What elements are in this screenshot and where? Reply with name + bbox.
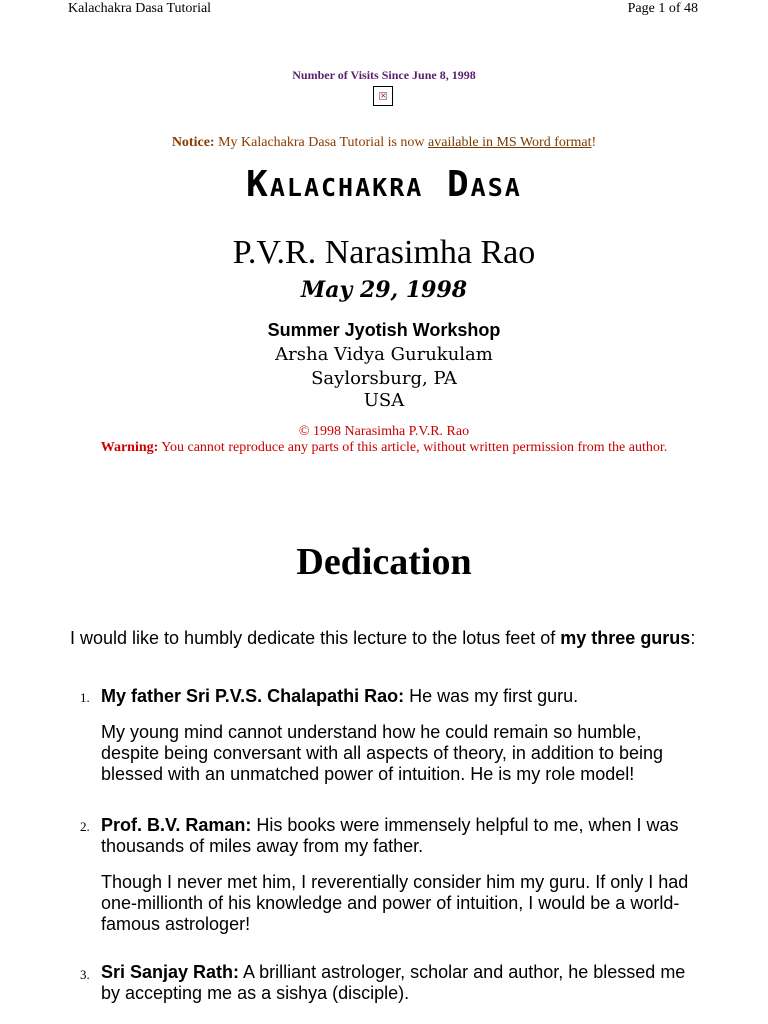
header-page-number: Page 1 of 48: [627, 1, 698, 16]
guru-text: A brilliant astrologer, scholar and author, he blessed me by accepting me as a sishya (disciple).: [101, 962, 686, 1003]
place-line-3: USA: [363, 390, 405, 411]
notice-line: [0, 135, 768, 151]
warning-text: You cannot reproduce any parts of this article, without written permission from the author.: [158, 440, 668, 455]
list-number: 3.: [80, 967, 90, 982]
guru-text: His books were immensely helpful to me, when I was thousands of miles away from my father.: [101, 815, 679, 856]
intro-bold: my three gurus: [560, 628, 691, 648]
list-item: [101, 686, 701, 707]
place-line-2: Saylorsburg, PA: [311, 368, 457, 389]
workshop-name: Summer Jyotish Workshop: [267, 320, 501, 340]
guru-name: Prof. B.V. Raman:: [101, 815, 252, 835]
notice-text: My Kalachakra Dasa Tutorial is now: [214, 135, 429, 150]
guru-name: Sri Sanjay Rath:: [101, 962, 240, 982]
list-item-paragraph: My young mind cannot understand how he could remain so humble, despite being conversant with all aspects of theory, in addition to being blessed with an unmatched power of intuition. He is my role model!: [101, 722, 664, 784]
warning-label: Warning:: [100, 440, 159, 455]
list-item-paragraph: Though I never met him, I reverentially consider him my guru. If only I had one-millionth of his knowledge and power of intuition, I would be a world-famous astrologer!: [101, 872, 689, 934]
intro-end: :: [690, 628, 696, 648]
list-item: [101, 962, 701, 1004]
ms-word-format-link[interactable]: available in MS Word format: [428, 135, 592, 150]
dedication-intro: [70, 628, 700, 649]
list-number: 2.: [80, 819, 90, 834]
place-line-1: Arsha Vidya Gurukulam: [275, 344, 493, 365]
author-name: P.V.R. Narasimha Rao: [232, 234, 536, 271]
header-doc-title: Kalachakra Dasa Tutorial: [68, 1, 212, 16]
notice-label: Notice:: [171, 135, 215, 150]
dedication-heading: Dedication: [296, 541, 472, 583]
guru-name: My father Sri P.V.S. Chalapathi Rao:: [101, 686, 405, 706]
list-item: [101, 815, 701, 857]
page-title: Kalachakra Dasa: [246, 164, 522, 205]
copyright-notice: © 1998 Narasimha P.V.R. Rao: [298, 424, 470, 439]
visit-counter-label: Number of Visits Since June 8, 1998: [292, 68, 476, 82]
intro-text: I would like to humbly dedicate this lecture to the lotus feet of: [70, 628, 561, 648]
broken-image-icon: ×: [373, 86, 393, 106]
list-number: 1.: [80, 690, 90, 705]
warning-notice: [0, 440, 768, 456]
notice-text-end: !: [591, 135, 597, 150]
publication-date: May 29, 1998: [300, 277, 468, 303]
guru-text: He was my first guru.: [404, 686, 579, 706]
page-header: [0, 0, 768, 22]
